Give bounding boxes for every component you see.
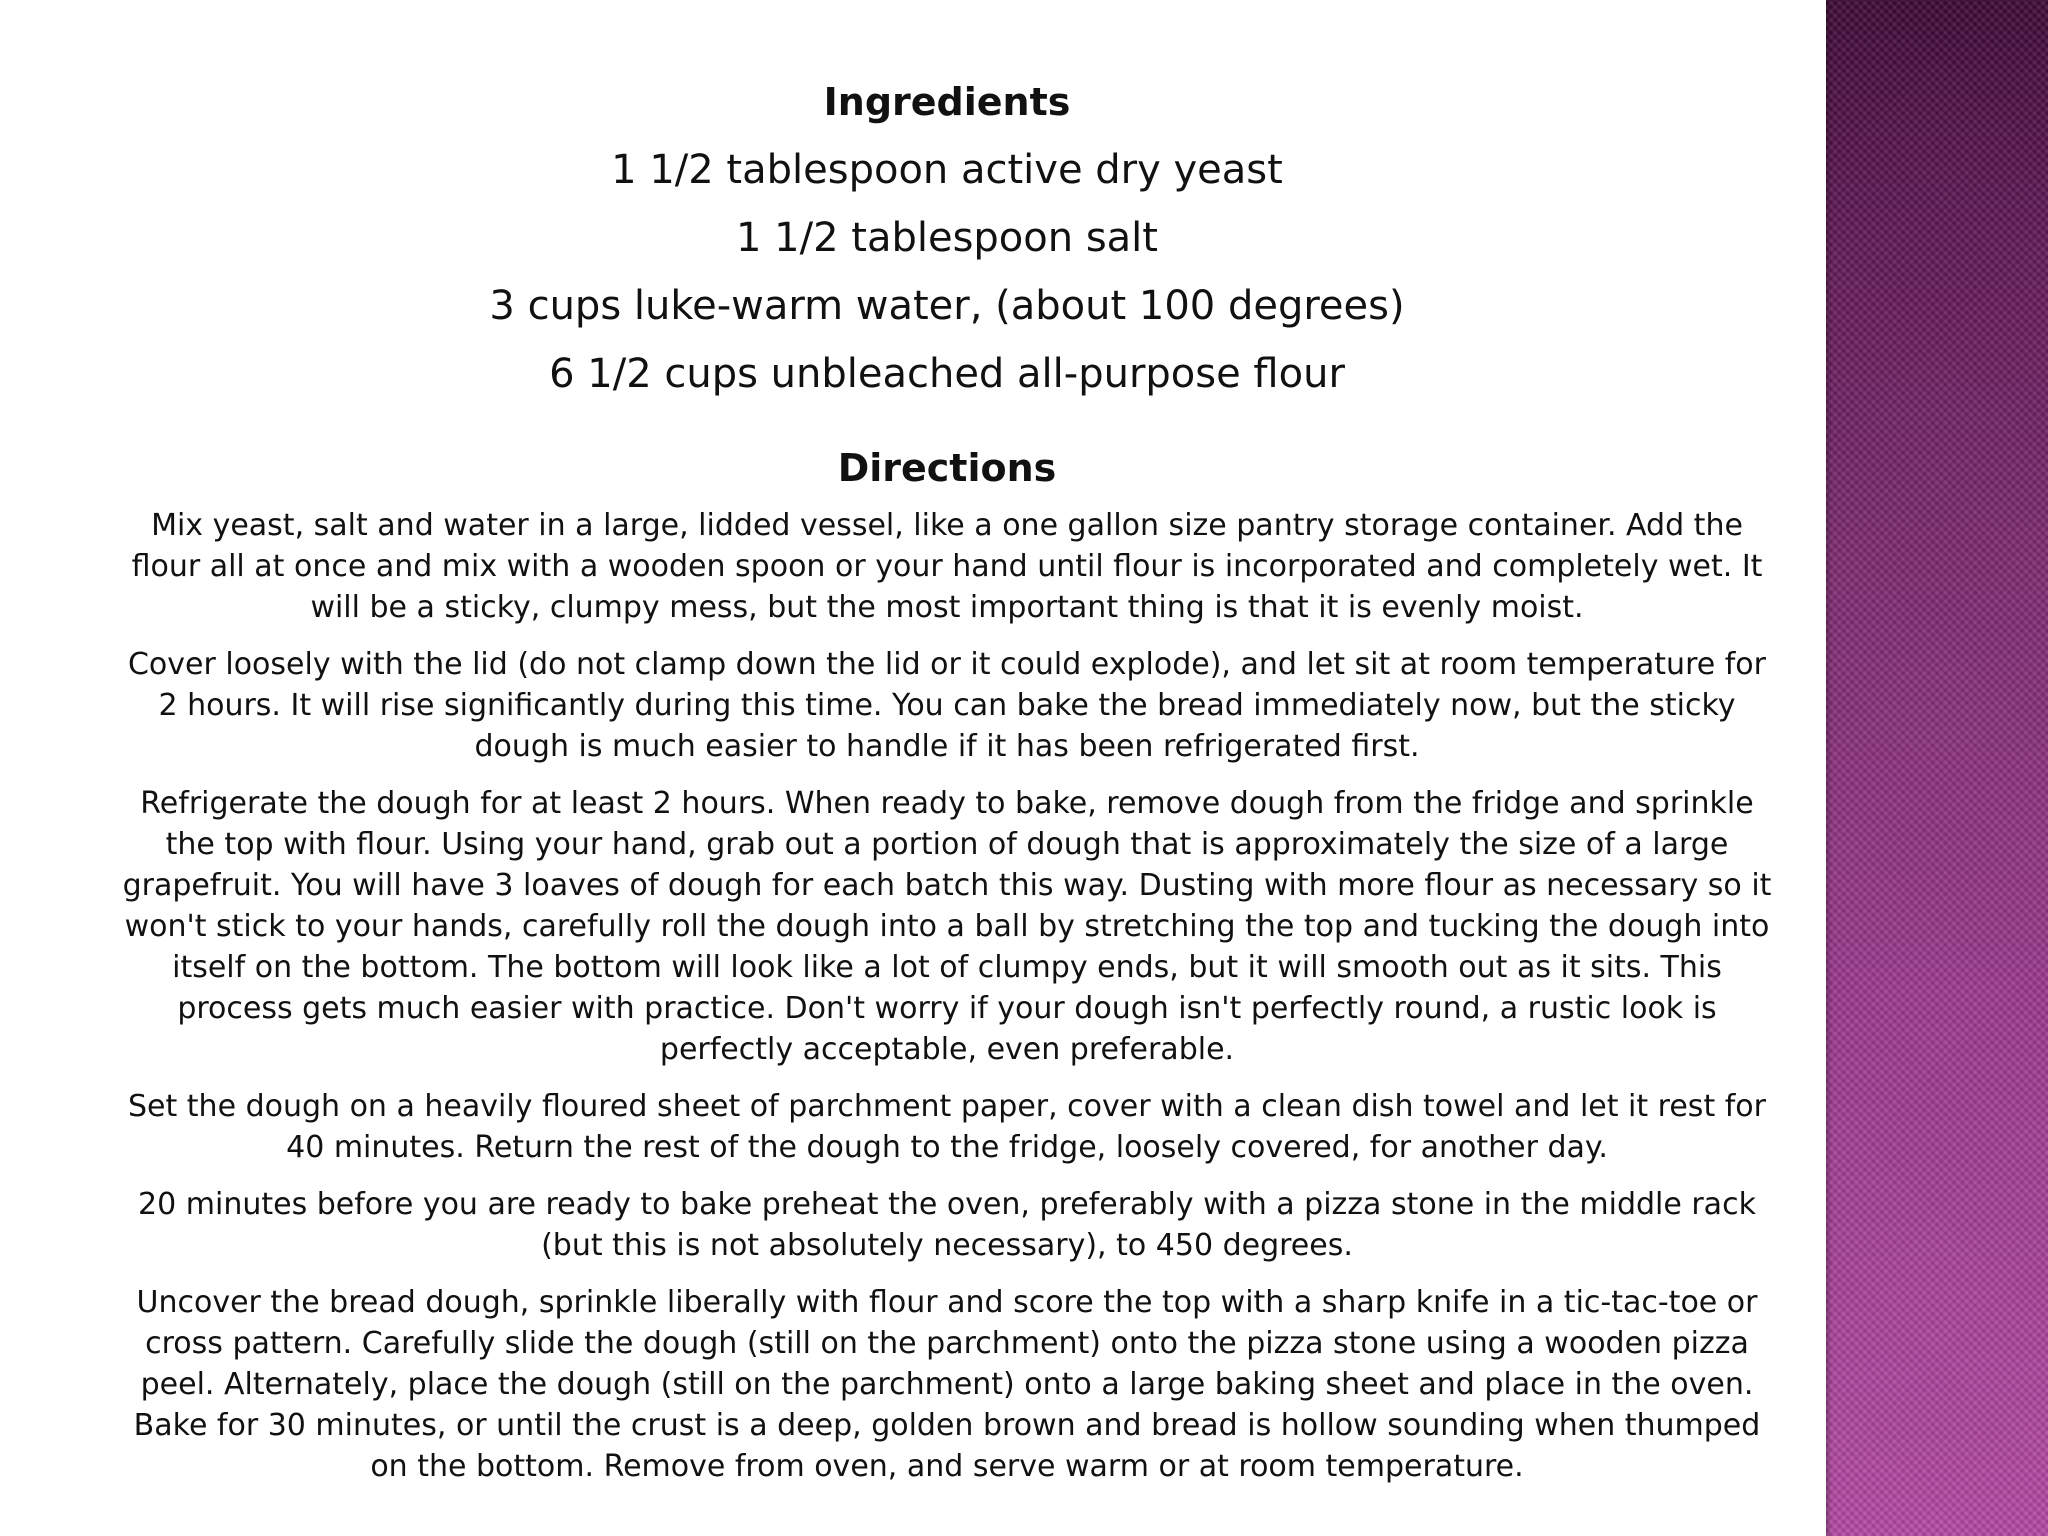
direction-step: Uncover the bread dough, sprinkle liberally with flour and score the top with a sharp knife in a tic-tac-toe or cross pattern. Carefully slide the dough (still on the parchment) onto the pizza stone using a wooden pizza peel. Alternately, place the dough (still on the parchment) onto a large baking sheet and place in the oven. Bake for 30 minutes, or until the crust is a deep, golden brown and bread is hollow sounding when thumped on the bottom. Remove from oven, and serve warm or at room temperature. [133, 1285, 1761, 1485]
recipe-content [120, 72, 1774, 1503]
decorative-side-band [1826, 0, 2048, 1536]
directions-list [120, 505, 1774, 1487]
ingredient-item: 1 1/2 tablespoon salt [736, 214, 1158, 261]
ingredient-item: 6 1/2 cups unbleached all-purpose flour [549, 350, 1345, 397]
direction-step: Mix yeast, salt and water in a large, lidded vessel, like a one gallon size pantry storage container. Add the flour all at once and mix with a wooden spoon or your hand until flour is incorporated and completely wet. It will be a sticky, clumpy mess, but the most important thing is that it is evenly moist. [131, 508, 1763, 626]
ingredients-heading: Ingredients [823, 80, 1071, 124]
directions-heading: Directions [837, 445, 1057, 490]
direction-step: Cover loosely with the lid (do not clamp down the lid or it could explode), and let sit at room temperature for 2 hours. It will rise significantly during this time. You can bake the bread immediately now, but the sticky dough is much easier to handle if it has been refrigerated first. [127, 647, 1766, 765]
ingredients-list [120, 146, 1774, 398]
ingredient-item: 3 cups luke-warm water, (about 100 degrees) [489, 282, 1405, 329]
direction-step: Set the dough on a heavily floured sheet of parchment paper, cover with a clean dish towel and let it rest for 40 minutes. Return the rest of the dough to the fridge, loosely covered, for another day. [128, 1089, 1766, 1166]
direction-step: 20 minutes before you are ready to bake preheat the oven, preferably with a pizza stone in the middle rack (but this is not absolutely necessary), to 450 degrees. [138, 1187, 1756, 1264]
direction-step: Refrigerate the dough for at least 2 hours. When ready to bake, remove dough from the fridge and sprinkle the top with flour. Using your hand, grab out a portion of dough that is approximately the size of a large grapefruit. You will have 3 loaves of dough for each batch this way. Dusting with more flour as necessary so it won't stick to your hands, carefully roll the dough into a ball by stretching the top and tucking the dough into itself on the bottom. The bottom will look like a lot of clumpy ends, but it will smooth out as it sits. This process gets much easier with practice. Don't worry if your dough isn't perfectly round, a rustic look is perfectly acceptable, even preferable. [122, 786, 1772, 1068]
side-band-shadow [1826, 0, 1832, 1536]
ingredient-item: 1 1/2 tablespoon active dry yeast [611, 146, 1283, 193]
